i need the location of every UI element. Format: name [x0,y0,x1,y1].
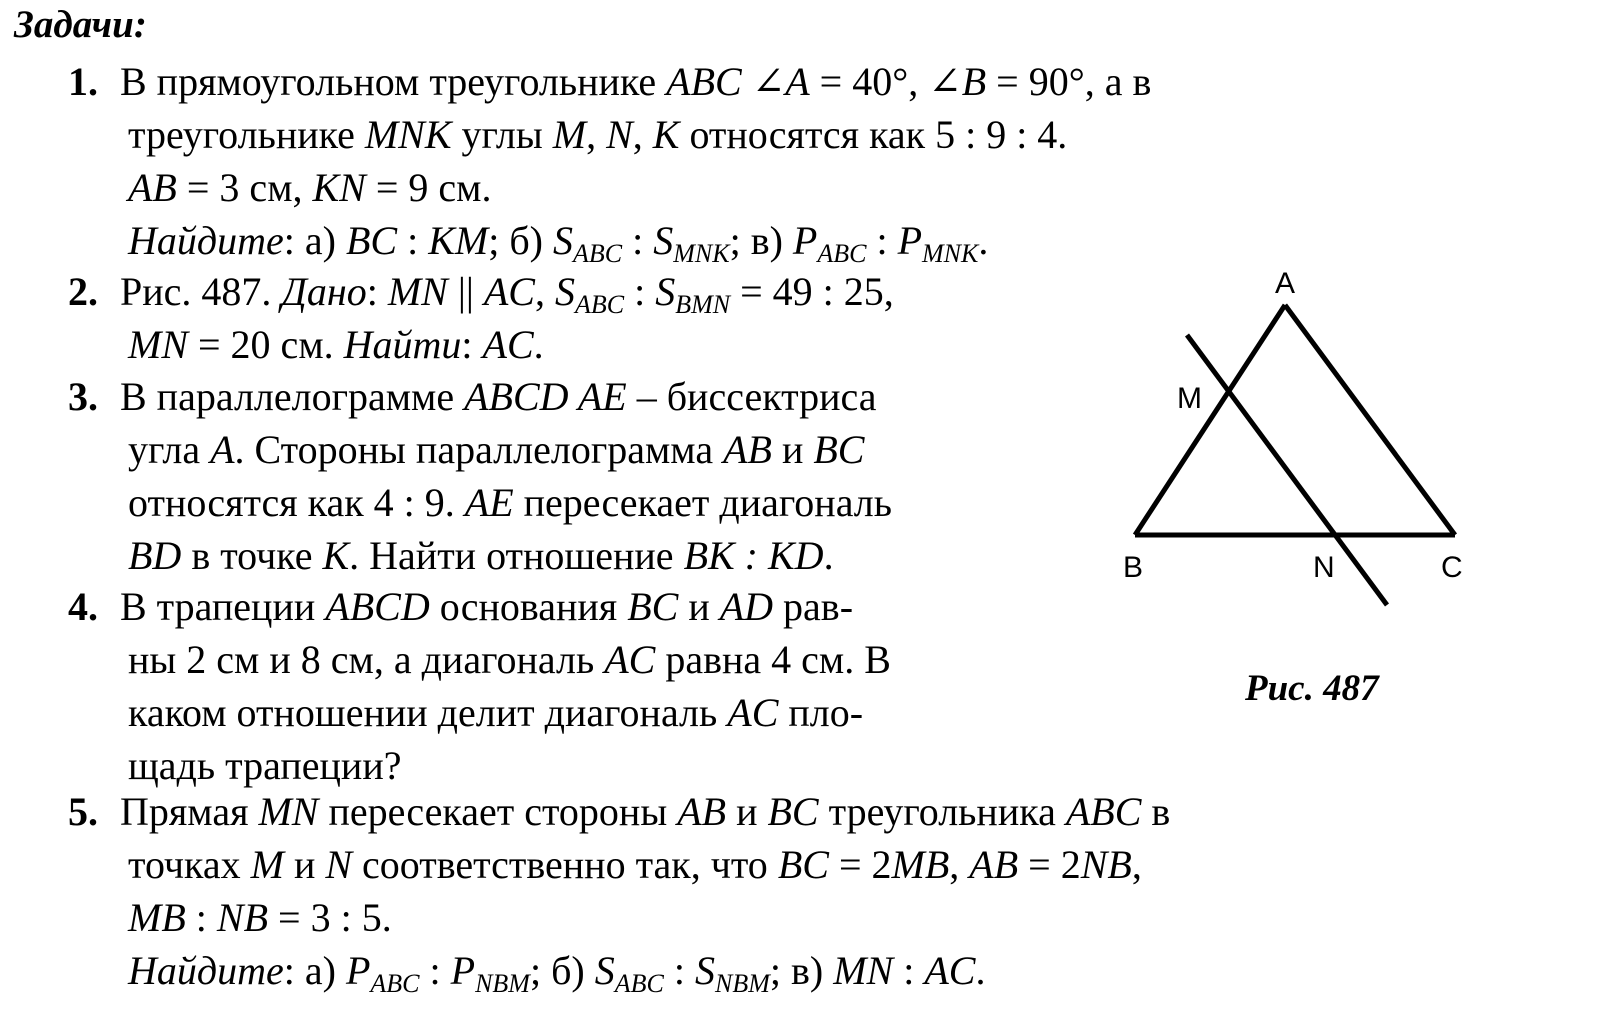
problem-1-line-2: треугольнике MNK углы M, N, K относятся как 5 : 9 : 4. [128,112,1068,157]
problem-number: 1. [68,59,98,104]
problem-4-line-1: 4. В трапеции ABCD основания BC и AD рав- [68,580,891,633]
problem-3-line-3: относятся как 4 : 9. AE пересекает диагональ [128,480,892,525]
problem-3-line-2: угла A. Стороны параллелограмма AB и BC [128,427,865,472]
triangle-side-ab [1135,305,1285,535]
problem-5-line-3: MB : NB = 3 : 5. [128,895,392,940]
problem-1 [68,55,1478,267]
problem-number: 2. [68,269,98,314]
problem-1-line-1: 1. В прямоугольном треугольнике ABC ∠A = 40°, ∠B = 90°, а в [68,55,1478,108]
problem-2 [68,265,894,371]
problem-4 [68,580,891,792]
segment-mn [1187,335,1387,605]
page-title: Задачи: [14,3,147,46]
problem-number: 5. [68,789,98,834]
point-label-n: N [1313,551,1335,584]
point-label-m: M [1177,382,1202,415]
point-label-a: A [1275,267,1296,300]
problem-4-line-4: щадь трапеции? [128,743,402,788]
problem-2-line-2: MN = 20 см. Найти: AC. [128,322,544,367]
problem-4-line-3: каком отношении делит диагональ AC пло- [128,690,864,735]
point-label-c: C [1441,551,1463,584]
problem-5-line-4: Найдите: а) $P_{ABC}$ : $P_{NBM}$; б) $S_{ABC}$ : $S_{NBM}$; в) MN : AC. [128,948,986,998]
problem-1-line-4: Найдите: а) BC : KM; б) $S_{ABC}$ : $S_{MNK}$; в) $P_{ABC}$ : $P_{MNK}$. [128,218,989,268]
problem-number: 4. [68,584,98,629]
problem-3-line-1: 3. В параллелограмме ABCD AE – биссектриса [68,370,892,423]
problem-5-line-1: 5. Прямая MN пересекает стороны AB и BC треугольника ABC в [68,785,1170,838]
problem-1-line-3: AB = 3 см, KN = 9 см. [128,165,492,210]
problem-2-line-1: 2. Рис. 487. Дано: MN || AC, $S_{ABC}$ : $S_{BMN} = 49$ : 25, [68,265,894,318]
problem-3 [68,370,892,582]
point-label-b: B [1123,551,1144,584]
figure-487 [1105,265,1535,615]
problem-number: 3. [68,374,98,419]
problem-3-line-4: BD в точке K. Найти отношение BK : KD. [128,533,834,578]
problem-5-line-2: точках M и N соответственно так, что BC = 2MB, AB = 2NB, [128,842,1142,887]
problem-5 [68,785,1170,997]
figure-caption: Рис. 487 [1245,668,1379,709]
problem-4-line-2: ны 2 см и 8 см, а диагональ AC равна 4 см. В [128,637,891,682]
